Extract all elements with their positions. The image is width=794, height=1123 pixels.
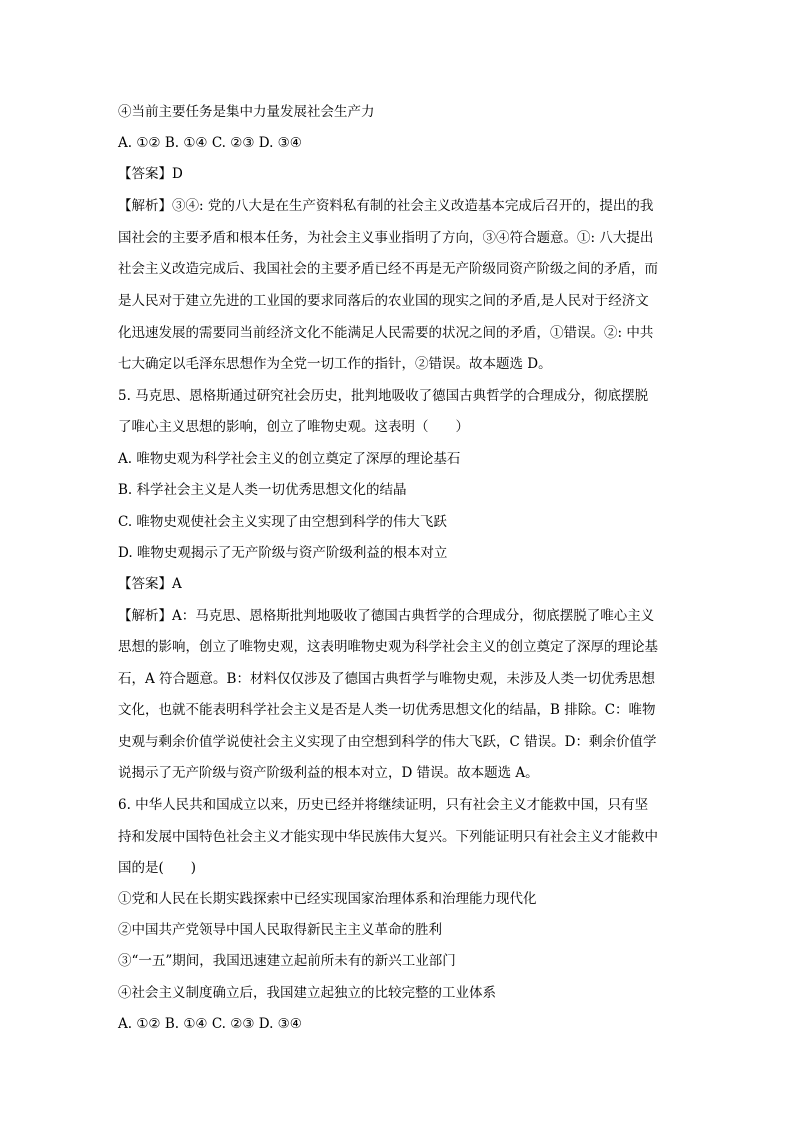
choices-line: A. ①② B. ①④ C. ②③ D. ③④ (118, 1016, 302, 1032)
question-line: 5. 马克思、恩格斯通过研究社会历史，批判地吸收了德国古典哲学的合理成分，彻底摆脱 (118, 388, 649, 404)
analysis-line: 思想的影响，创立了唯物史观，这表明唯物史观为科学社会主义的创立奠定了深厚的理论基 (118, 639, 658, 655)
question-line: 了唯心主义思想的影响，创立了唯物史观。这表明（ ） (118, 419, 469, 435)
analysis-line: 【解析】③④: 党的八大是在生产资料私有制的社会主义改造基本完成后召开的，提出的我 (118, 198, 654, 214)
analysis-line: 文化，也就不能表明科学社会主义是否是人类一切优秀思想文化的结晶，B 排除。C：唯物 (118, 702, 656, 718)
choice-b: B. 科学社会主义是人类一切优秀思想文化的结晶 (118, 482, 407, 498)
analysis-line: 说揭示了无产阶级与资产阶级利益的根本对立，D 错误。故本题选 A。 (118, 765, 539, 781)
analysis-line: 化迅速发展的需要同当前经济文化不能满足人民需要的状况之间的矛盾，①错误。②: 中共 (118, 325, 654, 341)
analysis-line: 是人民对于建立先进的工业国的要求同落后的农业国的现实之间的矛盾,是人民对于经济文 (118, 293, 649, 309)
option-line: ①党和人民在长期实践探索中已经实现国家治理体系和治理能力现代化 (118, 891, 537, 907)
analysis-line: 社会主义改造完成后、我国社会的主要矛盾已经不再是无产阶级同资产阶级之间的矛盾，而 (118, 261, 658, 277)
choices-line: A. ①② B. ①④ C. ②③ D. ③④ (118, 135, 302, 151)
option-line: ④当前主要任务是集中力量发展社会生产力 (118, 104, 375, 120)
analysis-line: 【解析】A：马克思、恩格斯批判地吸收了德国古典哲学的合理成分，彻底摆脱了唯心主义 (118, 608, 655, 624)
choice-d: D. 唯物史观揭示了无产阶级与资产阶级利益的根本对立 (118, 545, 448, 561)
answer-line: 【答案】D (118, 166, 183, 182)
analysis-line: 石，A 符合题意。B：材料仅仅涉及了德国古典哲学与唯物史观，未涉及人类一切优秀思想 (118, 671, 655, 687)
question-line: 6. 中华人民共和国成立以来，历史已经并将继续证明，只有社会主义才能救中国，只有坚 (118, 797, 649, 813)
answer-line: 【答案】A (118, 576, 182, 592)
analysis-line: 七大确定以毛泽东思想作为全党一切工作的指针，②错误。故本题选 D。 (118, 356, 552, 372)
choice-c: C. 唯物史观使社会主义实现了由空想到科学的伟大飞跃 (118, 514, 447, 530)
question-line: 持和发展中国特色社会主义才能实现中华民族伟大复兴。下列能证明只有社会主义才能救中 (118, 829, 658, 845)
question-line: 国的是( ) (118, 860, 197, 876)
choice-a: A. 唯物史观为科学社会主义的创立奠定了深厚的理论基石 (118, 451, 461, 467)
option-line: ④社会主义制度确立后，我国建立起独立的比较完整的工业体系 (118, 985, 496, 1001)
option-line: ③“一五”期间，我国迅速建立起前所未有的新兴工业部门 (118, 953, 456, 969)
option-line: ②中国共产党领导中国人民取得新民主主义革命的胜利 (118, 922, 442, 938)
analysis-line: 史观与剩余价值学说使社会主义实现了由空想到科学的伟大飞跃，C 错误。D：剩余价值学 (118, 734, 657, 750)
analysis-line: 国社会的主要矛盾和根本任务，为社会主义事业指明了方向，③④符合题意。①: 八大提出 (118, 230, 654, 246)
